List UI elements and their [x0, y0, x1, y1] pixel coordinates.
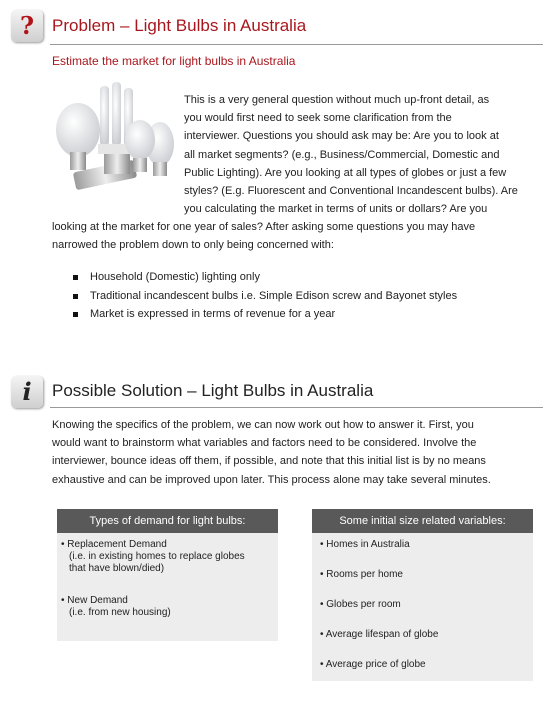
list-item: • Rooms per home — [320, 569, 403, 580]
info-icon: i — [11, 376, 43, 408]
paragraph-line: styles? (E.g. Fluorescent and Conventional Incandescent bulbs). Are — [184, 185, 518, 198]
problem-divider — [50, 44, 543, 45]
problem-paragraph-continued — [52, 218, 534, 254]
bullet-dot: • — [61, 595, 68, 606]
solution-title: Possible Solution – Light Bulbs in Australia — [52, 381, 374, 400]
paragraph-line: would want to brainstorm what variables and factors need to be considered. Involve the — [52, 437, 477, 450]
paragraph-line: narrowed the problem down to only being concerned with: — [52, 239, 334, 252]
item-label: Homes in Australia — [326, 539, 410, 550]
demand-types-card — [57, 509, 278, 641]
paragraph-line: exhaustive and can be improved upon later. This process alone may take several minutes. — [52, 473, 491, 486]
item-title: New Demand — [67, 595, 128, 606]
item-detail: (i.e. in existing homes to replace globes — [69, 551, 245, 562]
problem-bullet-list — [70, 268, 457, 324]
bullet-dot: • — [61, 539, 68, 550]
item-label: Average price of globe — [325, 659, 426, 670]
paragraph-line: you calculating the market in terms of units or dollars? Are you — [184, 203, 488, 216]
list-item — [61, 595, 275, 619]
list-item: • Average price of globe — [320, 659, 426, 670]
list-item: • Globes per room — [320, 599, 401, 610]
item-label: Globes per room — [326, 599, 401, 610]
paragraph-line: interviewer. Questions you should ask may be: Are you to look at — [184, 130, 499, 143]
list-item: • Average lifespan of globe — [320, 629, 439, 640]
paragraph-line: all market segments? (e.g., Business/Commercial, Domestic and — [184, 148, 500, 161]
paragraph-line: looking at the market for one year of sales? After asking some questions you may have — [52, 221, 476, 233]
problem-title: Problem – Light Bulbs in Australia — [52, 16, 307, 35]
question-mark-icon: ? — [11, 10, 43, 42]
solution-divider — [50, 407, 543, 408]
problem-paragraph — [184, 91, 534, 218]
paragraph-line: you would first need to seek some clarification from the — [184, 112, 452, 125]
item-detail: that have blown/died) — [69, 563, 165, 574]
paragraph-line: Knowing the specifics of the problem, we can now work out how to answer it. First, you — [52, 419, 474, 431]
item-label: Rooms per home — [326, 569, 403, 580]
list-item: Traditional incandescent bulbs i.e. Simple Edison screw and Bayonet styles — [70, 287, 457, 306]
item-detail: (i.e. from new housing) — [69, 607, 171, 618]
paragraph-line: Public Lighting). Are you looking at all types of globes or just a few — [184, 166, 507, 179]
list-item: • Homes in Australia — [320, 539, 410, 550]
size-variables-card — [312, 509, 533, 681]
card-heading: Types of demand for light bulbs: — [57, 509, 278, 533]
list-item: Household (Domestic) lighting only — [70, 268, 457, 287]
item-label: Average lifespan of globe — [325, 629, 439, 640]
light-bulbs-image — [52, 78, 176, 202]
paragraph-line: This is a very general question without much up-front detail, as — [184, 94, 490, 106]
paragraph-line: interviewer, bounce ideas off them, if possible, and note that this initial list is by no means — [52, 455, 486, 468]
list-item — [61, 539, 275, 575]
problem-subtitle: Estimate the market for light bulbs in Australia — [52, 54, 296, 68]
card-heading: Some initial size related variables: — [312, 509, 533, 533]
list-item: Market is expressed in terms of revenue for a year — [70, 305, 457, 324]
item-title: Replacement Demand — [67, 539, 167, 550]
solution-paragraph — [52, 416, 534, 489]
